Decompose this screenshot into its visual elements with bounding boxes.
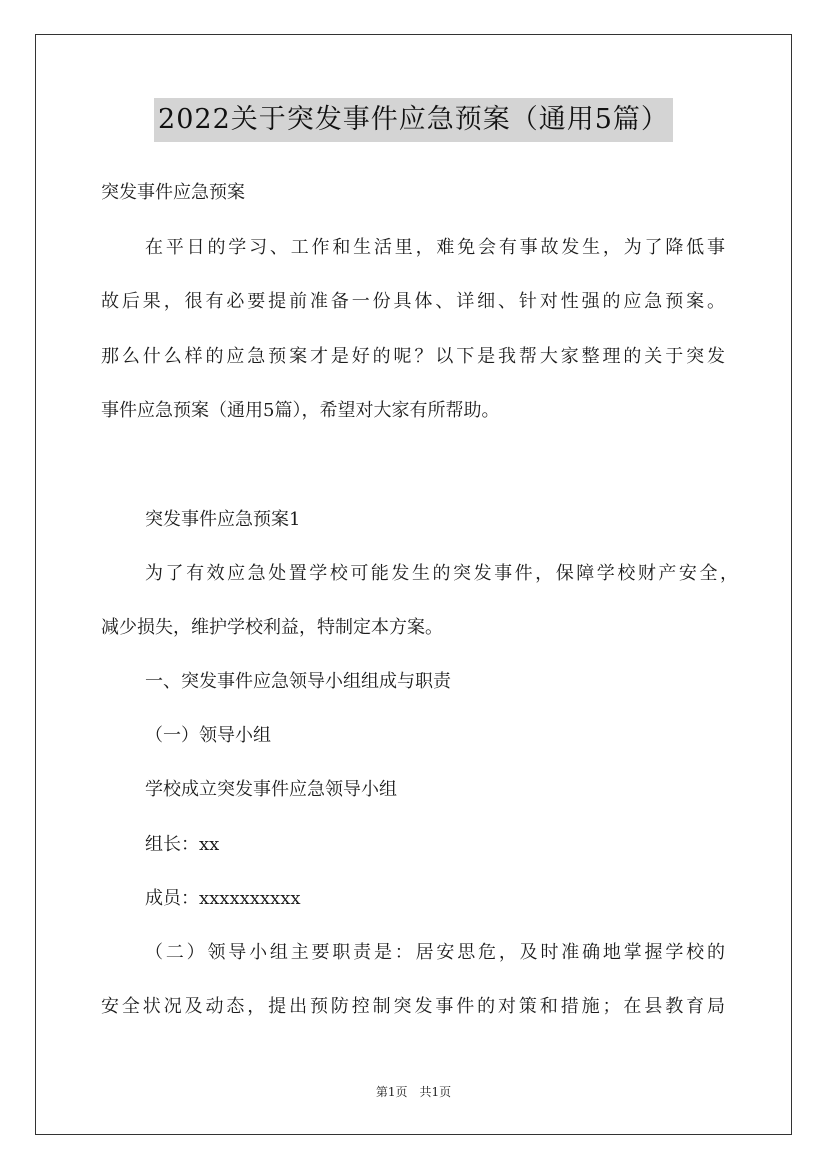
page-footer: 第1页 共1页 [375,1085,452,1099]
paragraph-line: 组长：xx [145,834,220,855]
list-heading: 一、突发事件应急领导小组组成与职责 [145,671,451,692]
subsection-heading: 突发事件应急预案1 [145,509,301,530]
title-container [0,98,827,142]
paragraph-line: 故后果，很有必要提前准备一份具体、详细、针对性强的应急预案。 [101,291,725,312]
paragraph-line: （二）领导小组主要职责是：居安思危，及时准确地掌握学校的 [145,942,725,963]
paragraph-line: 学校成立突发事件应急领导小组 [145,779,397,800]
paragraph-line: 事件应急预案（通用5篇），希望对大家有所帮助。 [101,400,500,421]
paragraph-line: 成员：xxxxxxxxxx [145,888,301,909]
paragraph-line: 安全状况及动态，提出预防控制突发事件的对策和措施；在县教育局 [101,996,725,1017]
list-heading: （一）领导小组 [145,725,271,746]
document-title: 2022关于突发事件应急预案（通用5篇） [154,98,673,142]
paragraph-line: 为了有效应急处置学校可能发生的突发事件，保障学校财产安全， [145,563,738,584]
paragraph-line: 在平日的学习、工作和生活里，难免会有事故发生，为了降低事 [145,237,725,258]
paragraph-line: 减少损失，维护学校利益，特制定本方案。 [101,617,443,638]
paragraph-line: 那么什么样的应急预案才是好的呢？以下是我帮大家整理的关于突发 [101,346,725,367]
section-heading: 突发事件应急预案 [101,182,245,203]
